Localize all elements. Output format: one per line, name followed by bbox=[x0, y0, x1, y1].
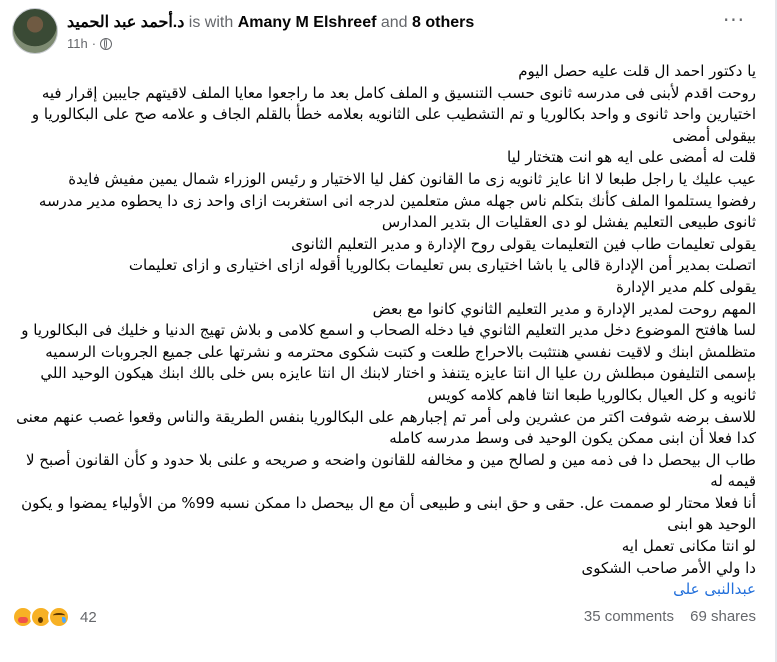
tagged-person[interactable]: Amany M Elshreef bbox=[237, 14, 377, 31]
author-name[interactable]: د.أحمد عبد الحميد bbox=[67, 14, 185, 31]
post-line: لو انتا مكانى تعمل ايه bbox=[621, 537, 756, 556]
post-body bbox=[12, 61, 756, 601]
globe-icon bbox=[100, 38, 112, 50]
post-line: يقولى تعليمات طاب فين التعليمات يقولى روح الإدارة و مدير التعليم الثانوى bbox=[291, 234, 756, 253]
shares-count[interactable]: 69 shares bbox=[690, 608, 756, 625]
post-line: للاسف برضه شوفت اكتر من عشرين ولى أمر تم إجبارهم على البكالوريا بنفس الطريقة والناس وقعوا غصب عنهم معنى كدا فعلا أن ابنى ممكن يكون الوحيد فى وسط مدرسه كامله bbox=[16, 407, 756, 448]
separator-dot: · bbox=[91, 36, 97, 51]
reactions-summary[interactable] bbox=[12, 604, 97, 630]
post-line: لسا هافتح الموضوع دخل مدير التعليم الثانوي فيا دخله الصحاب و اسمع كلامى و بلاش تهيج الدنيا و خليك فى البكالوريا و متظلمش ابنك و لاقيت نفسي هنتثبت بالاحراج طلعت و كتبت شكوى محترمه و نشرتها على جميع الجروبات الرسميه بإسمى التليفون مبطلش رن عليا ال انتا عايزه يتنفذ و اختار لابنك ال انتا عايزه بس خلى بالك ابنك هيكون الوحيد اللي ثانويه و كل العيال بكالوريا طبعا انتا فاهم كلامه كويس bbox=[21, 321, 756, 404]
reaction-count[interactable]: 42 bbox=[80, 608, 97, 626]
post-line: يقولى كلم مدير الإدارة bbox=[615, 277, 756, 296]
post-line: قلت له أمضى على ايه هو انت هتختار ليا bbox=[507, 148, 756, 167]
post-time[interactable]: 11h bbox=[67, 36, 88, 51]
sad-react-icon bbox=[48, 606, 70, 628]
others-link[interactable]: 8 others bbox=[412, 14, 475, 31]
with-text: is with bbox=[188, 14, 234, 31]
post-footer bbox=[12, 604, 756, 634]
post-line: روحت اقدم لأبنى فى مدرسه ثانوى حسب التنسيق و الملف كامل بعد ما راجعوا معايا الملف لاقيتهم جايبين إقرار فيه اختيارين واحد ثانوى و واحد بكالوريا و تم التشطيب على الثانويه بعلامه خطأ بالقلم الجاف و علامه صح على البكالوريا و بيقولى أمضى bbox=[31, 83, 756, 145]
comments-count[interactable]: 35 comments bbox=[583, 608, 674, 625]
tagged-user-link[interactable]: عبدالنبى على bbox=[673, 580, 756, 599]
post-line: طاب ال بيحصل دا فى ذمه مين و لصالح مين و مخالفه للقانون واضحه و صريحه و علنى بلا حدود و كأن القانون أصبح لا قيمه له bbox=[25, 450, 756, 491]
post-header bbox=[12, 6, 752, 56]
post-line: أنا فعلا محتار لو صممت عل. حقى و حق ابنى و طبيعى أن مع ال بيحصل دا ممكن نسبه 99% من الأولياء يمضوا و يكون الوحيد هو ابنى bbox=[21, 493, 756, 534]
post-line: اتصلت بمدير أمن الإدارة قالى يا باشا اختيارى بس تعليمات بكالوريا أقوله ازاى اختيارى و ازاى تعليمات bbox=[128, 256, 756, 275]
and-text: and bbox=[380, 14, 408, 31]
post-line: رفضوا يستلموا الملف كأنك بتكلم ناس جهله مش متعلمين لدرجه انى استغربت ازاى واحد زى دا يحطوه مدير مدرسه ثانوى طبيعى التعليم يفشل لو دى العقليات ال بتدير المدارس bbox=[38, 191, 756, 232]
post-line: دا ولي الأمر صاحب الشكوى bbox=[581, 558, 756, 577]
post-line: عيب عليك يا راجل طبعا لا انا عايز ثانويه زى ما القانون كفل ليا الاختيار و رئيس الوزراء شمال يمين مفيش فايدة bbox=[68, 169, 756, 188]
engagement-counts bbox=[584, 608, 756, 625]
author-avatar[interactable] bbox=[12, 8, 58, 54]
post-line: يا دكتور احمد ال قلت عليه حصل اليوم bbox=[518, 62, 756, 80]
more-options-icon[interactable]: ··· bbox=[722, 8, 746, 32]
author-line bbox=[67, 12, 474, 32]
post-meta bbox=[67, 36, 112, 51]
post-line: المهم روحت لمدير الإدارة و مدير التعليم الثانوي كانوا مع بعض bbox=[372, 299, 756, 318]
